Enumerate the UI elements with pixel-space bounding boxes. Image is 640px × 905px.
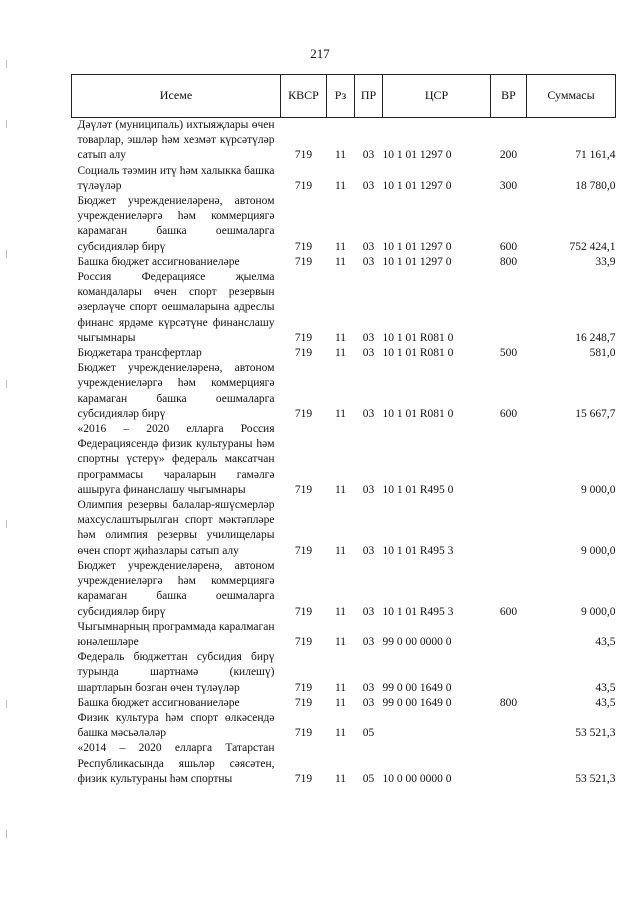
cell-name: Социаль тәэмин итү һәм халыкка башка түләүләр [77, 164, 275, 192]
cell-pr: 03 [362, 544, 375, 557]
cell-amount: 43,5 [595, 681, 616, 694]
cell-rz: 11 [334, 681, 347, 694]
cell-vr: 300 [499, 179, 518, 192]
cell-amount: 33,9 [595, 255, 616, 268]
cell-vr: 800 [499, 696, 518, 709]
cell-rz: 11 [334, 255, 347, 268]
cell-kvsr: 719 [294, 544, 313, 557]
cell-csr: 10 1 01 R081 0 [382, 331, 454, 344]
cell-name: «2016 – 2020 елларга Россия Федерациясендә физик культураны һәм спортны үстерү» федераль максатчан программасы чараларын гамәлгә ашыруга финанслашу чыгымнары [77, 423, 275, 496]
cell-rz: 11 [334, 407, 347, 420]
cell-amount: 752 424,1 [569, 240, 616, 253]
cell-kvsr: 719 [294, 605, 313, 618]
header-rz: Рз [327, 75, 355, 118]
cell-csr: 10 1 01 1297 0 [382, 240, 452, 253]
cell-amount: 15 667,7 [575, 407, 616, 420]
cell-csr: 10 1 01 1297 0 [382, 149, 452, 162]
cell-vr: 800 [499, 255, 518, 268]
cell-name: Олимпия резервы балалар-яшүсмерләр махсуслаштырылган спорт мәктәпләре һәм олимпия резервы училищелары өчен спорт җиһазлары сатып алу [77, 499, 275, 557]
cell-rz: 11 [334, 605, 347, 618]
cell-csr: 10 1 01 R495 3 [382, 544, 454, 557]
cell-pr: 03 [362, 240, 375, 253]
cell-kvsr: 719 [294, 331, 313, 344]
cell-csr: 99 0 00 1649 0 [382, 681, 452, 694]
cell-name: Чыгымнарның программада каралмаган юнәлешләре [77, 620, 275, 648]
cell-pr: 05 [362, 727, 375, 740]
cell-amount: 581,0 [589, 347, 616, 360]
cell-name: Башка бюджет ассигнованиеләре [77, 255, 240, 268]
table-row [72, 620, 616, 650]
cell-rz: 11 [334, 635, 347, 648]
header-kvsr: КВСР [281, 75, 327, 118]
cell-csr: 10 1 01 R081 0 [382, 407, 454, 420]
cell-pr: 03 [362, 331, 375, 344]
cell-kvsr: 719 [294, 681, 313, 694]
scan-margin-marks [6, 0, 10, 905]
cell-rz: 11 [334, 179, 347, 192]
cell-amount: 9 000,0 [581, 483, 616, 496]
cell-kvsr: 719 [294, 772, 313, 785]
header-name: Исеме [72, 75, 281, 118]
cell-pr: 03 [362, 347, 375, 360]
cell-csr: 10 1 01 R495 0 [382, 483, 454, 496]
cell-name: Бюджет учреждениеләренә, автоном учреждениеләргә һәм коммерциягә карамаган башка оешмаларга субсидияләр бирү [77, 559, 275, 618]
cell-pr: 03 [362, 407, 375, 420]
cell-kvsr: 719 [294, 347, 313, 360]
header-amount: Суммасы [527, 75, 616, 118]
cell-kvsr: 719 [294, 149, 313, 162]
cell-vr [491, 498, 527, 559]
cell-pr: 03 [362, 681, 375, 694]
cell-kvsr: 719 [294, 240, 313, 253]
cell-pr: 03 [362, 635, 375, 648]
cell-pr: 03 [362, 605, 375, 618]
table-row [72, 559, 616, 620]
cell-rz: 11 [334, 772, 347, 785]
table-row [72, 650, 616, 696]
cell-vr: 200 [499, 149, 518, 162]
cell-kvsr: 719 [294, 407, 313, 420]
cell-csr: 10 0 00 0000 0 [382, 772, 452, 785]
cell-vr: 600 [499, 605, 518, 618]
cell-rz: 11 [334, 696, 347, 709]
cell-name: «2014 – 2020 елларга Татарстан Республикасында яшьләр сәясәтен, физик культураны һәм спортны [77, 742, 275, 785]
cell-csr: 99 0 00 1649 0 [382, 696, 452, 709]
cell-amount: 16 248,7 [575, 331, 616, 344]
cell-rz: 11 [334, 149, 347, 162]
cell-amount: 71 161,4 [575, 149, 616, 162]
table-row [72, 422, 616, 498]
cell-pr: 03 [362, 179, 375, 192]
cell-csr [383, 711, 491, 741]
cell-vr [491, 620, 527, 650]
header-csr: ЦСР [383, 75, 491, 118]
cell-vr: 600 [499, 407, 518, 420]
table-row [72, 346, 616, 361]
table-row [72, 741, 616, 787]
cell-kvsr: 719 [294, 727, 313, 740]
cell-kvsr: 719 [294, 635, 313, 648]
cell-name: Башка бюджет ассигнованиеләре [77, 696, 240, 709]
cell-csr: 10 1 01 1297 0 [382, 255, 452, 268]
cell-pr: 05 [362, 772, 375, 785]
cell-name: Бюджет учреждениеләренә, автоном учреждениеләргә һәм коммерциягә карамаган башка оешмаларга субсидияләр бирү [77, 362, 275, 420]
cell-name: Дәүләт (муниципаль) ихтыяҗлары өчен товарлар, эшләр һәм хезмәт күрсәтүләр сатып алу [77, 119, 275, 162]
table-row [72, 361, 616, 422]
table-row [72, 498, 616, 559]
cell-name: Физик культура һәм спорт өлкәсендә башка мәсьәләләр [77, 711, 275, 740]
cell-rz: 11 [334, 331, 347, 344]
table-row [72, 164, 616, 194]
cell-pr: 03 [362, 149, 375, 162]
cell-vr [491, 270, 527, 346]
cell-rz: 11 [334, 347, 347, 360]
cell-csr: 10 1 01 1297 0 [382, 179, 452, 192]
cell-vr [491, 650, 527, 696]
budget-table [71, 74, 616, 787]
table-header-row [72, 75, 616, 118]
table-row [72, 711, 616, 741]
cell-vr [491, 741, 527, 787]
cell-amount: 53 521,3 [575, 727, 616, 740]
cell-rz: 11 [334, 483, 347, 496]
cell-name: Федераль бюджеттан субсидия бирү турында шартнамә (килешү) шартларын бозган өчен түләүләр [77, 651, 275, 694]
header-pr: ПР [355, 75, 383, 118]
cell-pr: 03 [362, 696, 375, 709]
cell-rz: 11 [334, 544, 347, 557]
cell-amount: 9 000,0 [581, 605, 616, 618]
table-row [72, 270, 616, 346]
cell-kvsr: 719 [294, 696, 313, 709]
cell-pr: 03 [362, 255, 375, 268]
cell-vr [491, 711, 527, 741]
cell-csr: 99 0 00 0000 0 [382, 635, 452, 648]
cell-amount: 43,5 [595, 696, 616, 709]
cell-csr: 10 1 01 R081 0 [382, 347, 454, 360]
page-number: 217 [310, 46, 330, 61]
cell-vr: 600 [499, 240, 518, 253]
header-vr: ВР [491, 75, 527, 118]
table-row [72, 696, 616, 711]
cell-name: Бюджет учреждениеләренә, автоном учреждениеләргә һәм коммерциягә карамаган башка оешмаларга субсидияләр бирү [77, 195, 275, 253]
cell-rz: 11 [334, 727, 347, 740]
cell-amount: 53 521,3 [575, 772, 616, 785]
cell-rz: 11 [334, 240, 347, 253]
cell-vr: 500 [499, 347, 518, 360]
table-row [72, 255, 616, 270]
cell-amount: 18 780,0 [575, 179, 616, 192]
cell-kvsr: 719 [294, 483, 313, 496]
cell-pr: 03 [362, 483, 375, 496]
cell-vr [491, 422, 527, 498]
cell-kvsr: 719 [294, 255, 313, 268]
cell-name: Бюджетара трансфертлар [77, 347, 202, 360]
cell-kvsr: 719 [294, 179, 313, 192]
cell-csr: 10 1 01 R495 3 [382, 605, 454, 618]
cell-amount: 9 000,0 [581, 544, 616, 557]
cell-name: Россия Федерациясе җыелма командалары өчен спорт резервын әзерләүче спорт оешмаларына адреслы финанс ярдәме күрсәтүне финанслашу чыгымнары [77, 271, 275, 344]
table-row [72, 118, 616, 164]
cell-amount: 43,5 [595, 635, 616, 648]
table-row [72, 194, 616, 255]
